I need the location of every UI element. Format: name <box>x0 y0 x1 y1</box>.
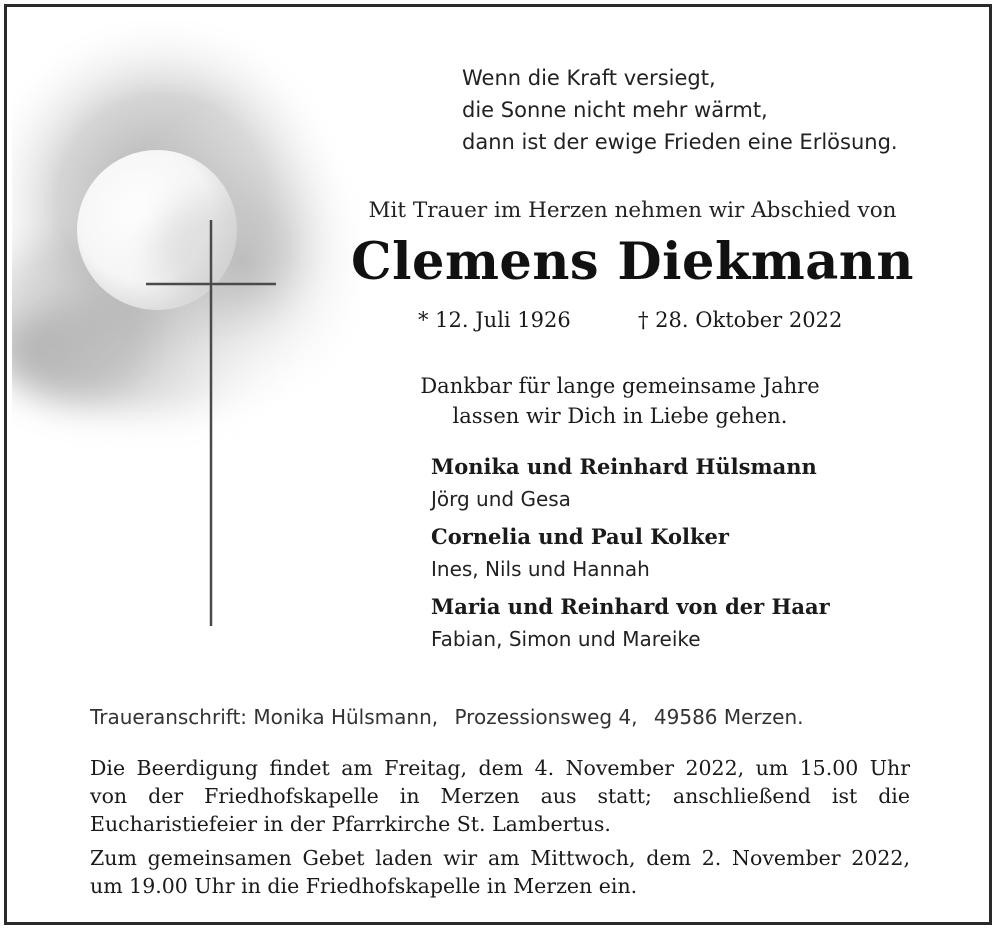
funeral-line: von der Friedhofskapelle in Merzen aus statt; anschließend ist die <box>90 784 910 808</box>
family-head: Cornelia und Paul Kolker <box>431 524 729 549</box>
birth-date: * 12. Juli 1926 <box>418 308 571 332</box>
prayer-info <box>90 844 910 900</box>
address-street: Prozessionsweg 4, <box>454 705 638 729</box>
verse <box>462 62 898 158</box>
verse-line: Wenn die Kraft versiegt, <box>462 66 716 90</box>
family-head: Monika und Reinhard Hülsmann <box>431 454 817 479</box>
thanks-line: Dankbar für lange gemeinsame Jahre <box>420 374 820 398</box>
moon-cross-illustration <box>12 20 362 640</box>
verse-line: dann ist der ewige Frieden eine Erlösung. <box>462 130 898 154</box>
funeral-line: Die Beerdigung findet am Freitag, dem 4. November 2022, um 15.00 Uhr <box>90 756 910 780</box>
address-city: 49586 Merzen. <box>653 705 804 729</box>
family-head: Maria und Reinhard von der Haar <box>431 594 830 619</box>
prayer-line: um 19.00 Uhr in die Friedhofskapelle in Merzen ein. <box>90 874 638 898</box>
death-date: † 28. Oktober 2022 <box>638 308 843 332</box>
address-label: Traueranschrift: Monika Hülsmann, <box>90 705 439 729</box>
mourning-address <box>90 705 814 729</box>
thanks-text <box>380 371 860 431</box>
prayer-line: Zum gemeinsamen Gebet laden wir am Mittwoch, dem 2. November 2022, <box>90 846 910 870</box>
family-members: Fabian, Simon und Mareike <box>431 627 701 651</box>
thanks-line: lassen wir Dich in Liebe gehen. <box>452 404 788 428</box>
verse-line: die Sonne nicht mehr wärmt, <box>462 98 768 122</box>
farewell-intro: Mit Trauer im Herzen nehmen wir Abschied von <box>368 198 897 223</box>
funeral-info <box>90 754 910 838</box>
family-members: Jörg und Gesa <box>431 487 571 511</box>
funeral-line: Eucharistiefeier in der Pfarrkirche St. Lambertus. <box>90 812 611 836</box>
family-members: Ines, Nils und Hannah <box>431 557 650 581</box>
deceased-name: Clemens Diekmann <box>351 232 914 292</box>
